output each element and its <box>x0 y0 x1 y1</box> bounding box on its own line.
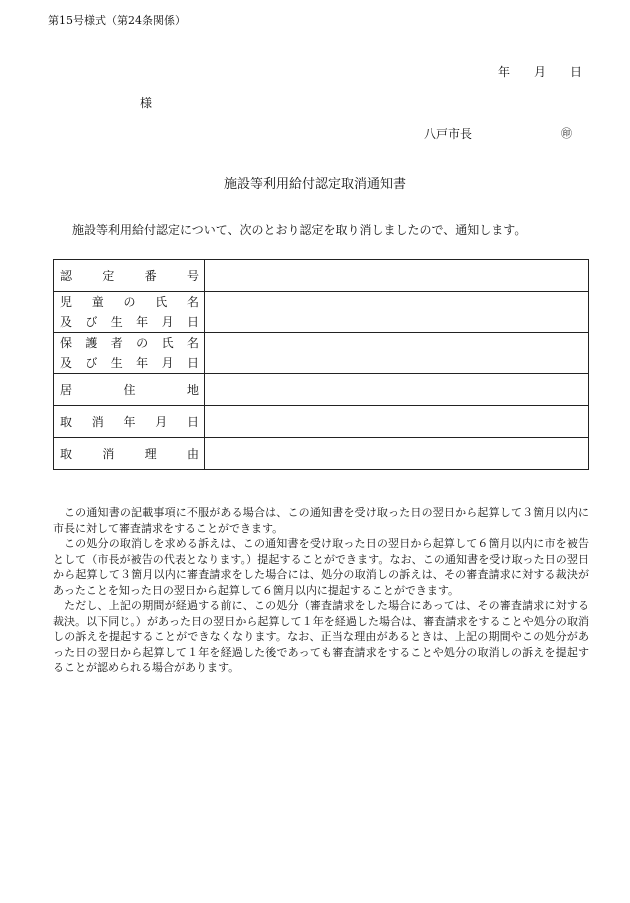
label-char: 及 <box>60 315 73 329</box>
row-label <box>54 292 205 333</box>
label-line <box>54 333 204 353</box>
label-line <box>54 312 204 332</box>
label-char: 月 <box>155 414 168 429</box>
table-row-guardian <box>54 333 589 374</box>
row-label <box>54 406 205 438</box>
label-char: 生 <box>110 315 123 329</box>
label-line <box>54 292 204 312</box>
table-row-child <box>54 292 589 333</box>
row-label <box>54 333 205 374</box>
child-value <box>205 292 589 333</box>
label-char: 由 <box>186 446 199 461</box>
label-char: 年 <box>123 414 136 429</box>
label-char: 居 <box>60 382 73 397</box>
document-title: 施設等利用給付認定取消通知書 <box>223 177 406 192</box>
address-value <box>205 374 589 406</box>
label-char: 年 <box>136 356 149 370</box>
label-char: 及 <box>60 356 73 370</box>
label-char: 認 <box>60 268 73 283</box>
label-char: び <box>85 356 98 370</box>
label-char: 番 <box>144 268 157 283</box>
table-row-certification-number <box>54 260 589 292</box>
label-line <box>54 412 204 432</box>
label-char: 保 <box>60 336 73 350</box>
label-char: 定 <box>102 268 115 283</box>
row-label <box>54 374 205 406</box>
row-label <box>54 438 205 470</box>
label-char: 日 <box>186 414 199 429</box>
intro-text: 施設等利用給付認定について、次のとおり認定を取り消しましたので、通知します。 <box>72 223 527 237</box>
label-line <box>54 380 204 400</box>
certification-table <box>53 259 589 470</box>
issuer-name: 八戸市長 <box>424 127 473 141</box>
label-char: 氏 <box>155 295 168 309</box>
label-char: 月 <box>161 315 174 329</box>
label-char: び <box>85 315 98 329</box>
appeal-notice <box>53 505 589 676</box>
label-char: の <box>136 336 149 350</box>
label-char: 消 <box>102 446 115 461</box>
label-char: の <box>123 295 136 309</box>
label-char: 地 <box>186 382 199 397</box>
label-char: 童 <box>91 295 104 309</box>
label-char: 住 <box>123 382 136 397</box>
label-line <box>54 266 204 286</box>
label-char: 護 <box>85 336 98 350</box>
cancel-date-value <box>205 406 589 438</box>
table-row-cancel-date <box>54 406 589 438</box>
label-char: 消 <box>91 414 104 429</box>
label-char: 号 <box>186 268 199 283</box>
label-char: 取 <box>60 414 73 429</box>
label-char: 日 <box>186 356 199 370</box>
notice-paragraph: この通知書の記載事項に不服がある場合は、この通知書を受け取った日の翌日から起算して３箇月以内に市長に対して審査請求をすることができます。 <box>53 506 589 535</box>
certification-number-value <box>205 260 589 292</box>
label-char: 名 <box>186 336 199 350</box>
notice-paragraph: ただし、上記の期間が経過する前に、この処分（審査請求をした場合にあっては、その審査請求に対する裁決。以下同じ。）があった日の翌日から起算して１年を経過した場合は、審査請求をすることや処分の取消しの訴えを提起することができなくなります。なお、正当な理由があるときは、上記の期間やこの処分があった日の翌日から起算して１年を経過した後であっても審査請求をすることや処分の取消しの訴えを提起することが認められる場合があります。 <box>53 599 589 674</box>
label-line <box>54 353 204 373</box>
notice-paragraph: この処分の取消しを求める訴えは、この通知書を受け取った日の翌日から起算して６箇月以内に市を被告として（市長が被告の代表となります。）提起することができます。なお、この通知書を受け取った日の翌日から起算して３箇月以内に審査請求をした場合には、処分の取消しの訴えは、その審査請求に対する裁決があったことを知った日の翌日から起算して６箇月以内に提起することができます。 <box>53 537 589 597</box>
table-row-address <box>54 374 589 406</box>
label-char: 名 <box>186 295 199 309</box>
label-char: 者 <box>110 336 123 350</box>
seal-mark: ㊞ <box>561 127 572 140</box>
label-char: 月 <box>161 356 174 370</box>
label-line <box>54 444 204 464</box>
label-char: 児 <box>60 295 73 309</box>
label-char: 理 <box>144 446 157 461</box>
cancel-reason-value <box>205 438 589 470</box>
table-row-cancel-reason <box>54 438 589 470</box>
label-char: 年 <box>136 315 149 329</box>
row-label <box>54 260 205 292</box>
recipient-suffix: 様 <box>140 96 153 110</box>
label-char: 日 <box>186 315 199 329</box>
label-char: 生 <box>110 356 123 370</box>
guardian-value <box>205 333 589 374</box>
form-number: 第15号様式（第24条関係） <box>48 14 186 27</box>
date-line: 年 月 日 <box>498 65 583 79</box>
label-char: 取 <box>60 446 73 461</box>
label-char: 氏 <box>161 336 174 350</box>
